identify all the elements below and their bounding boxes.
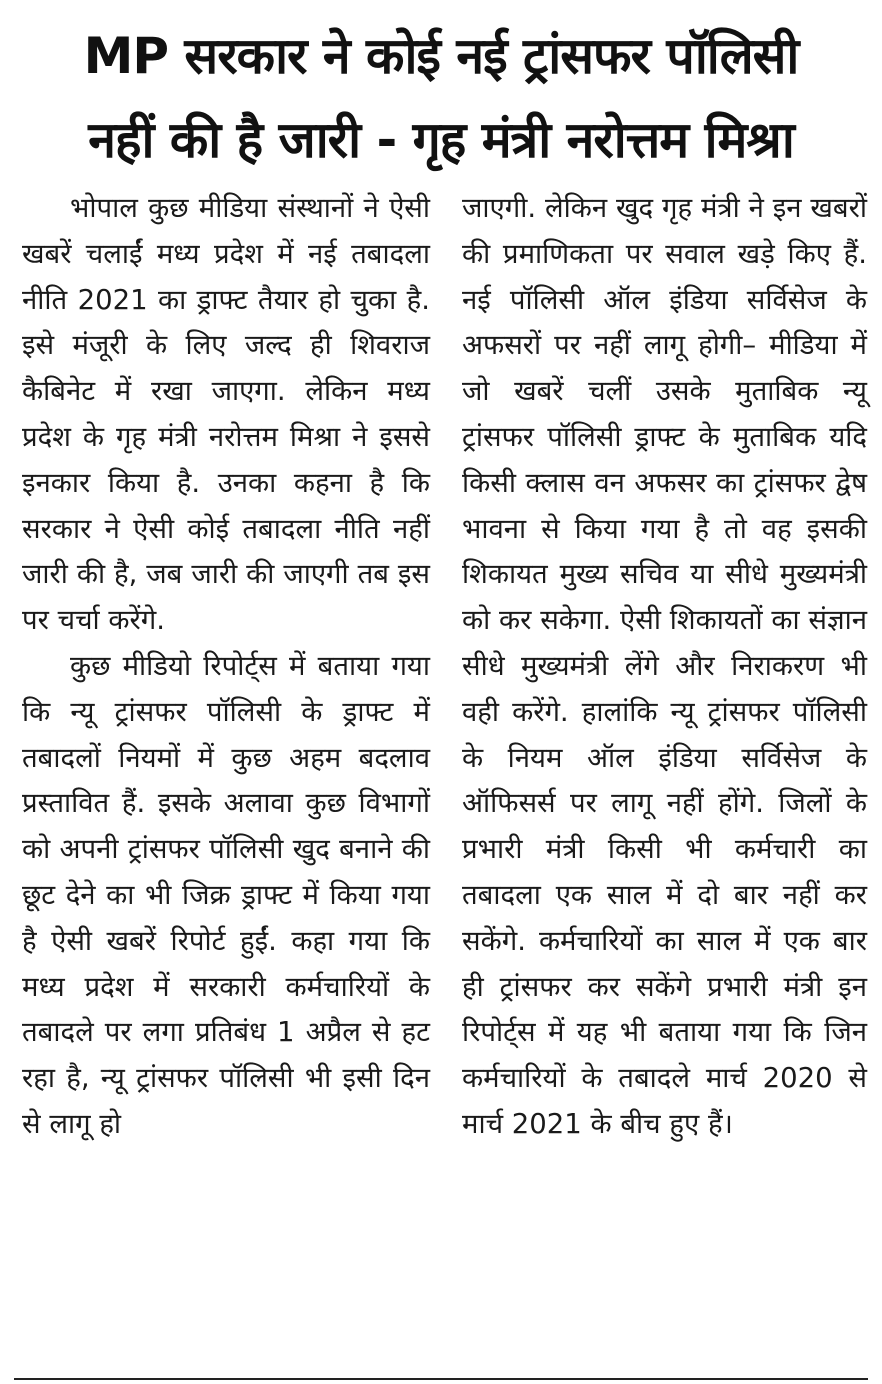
bottom-divider [14, 1378, 868, 1380]
article-paragraph-2: कुछ मीडियो रिपोर्ट्स में बताया गया कि न्यू ट्रांसफर पॉलिसी के ड्राफ्ट में तबादलों नियमों में कुछ अहम बदलाव प्रस्तावित हैं. इसके अलावा कुछ विभागों को अपनी ट्रांसफर पॉलिसी खुद बनाने की छूट देने का भी जिक्र ड्राफ्ट में किया गया है ऐसी खबरें रिपोर्ट हुईं. कहा गया कि मध्य प्रदेश में सरकारी कर्मचारियों के तबादले पर लगा प्रतिबंध 1 अप्रैल से हट रहा है, न्यू ट्रांसफर पॉलिसी भी इसी दिन से लागू हो [22, 649, 430, 1140]
article-paragraph-1: भोपाल कुछ मीडिया संस्थानों ने ऐसी खबरें चलाईं मध्य प्रदेश में नई तबादला नीति 2021 का ड्राफ्ट तैयार हो चुका है. इसे मंजूरी के लिए जल्द ही शिवराज कैबिनेट में रखा जाएगा. लेकिन मध्य प्रदेश के गृह मंत्री नरोत्तम मिश्रा ने इससे इनकार किया है. उनका कहना है कि सरकार ने ऐसी कोई तबादला नीति नहीं जारी की है, जब जारी की जाएगी तब इस पर चर्चा करेंगे. [22, 192, 430, 637]
article-column-left [22, 186, 430, 1148]
headline-line-2: नहीं की है जारी - गृह मंत्री नरोत्तम मिश्रा [88, 111, 794, 169]
article-paragraph-2-continued: जाएगी. लेकिन खुद गृह मंत्री ने इन खबरों की प्रमाणिकता पर सवाल खड़े किए हैं. नई पॉलिसी ऑल इंडिया सर्विसेज के अफसरों पर नहीं लागू होगी– मीडिया में जो खबरें चलीं उसके मुताबिक न्यू ट्रांसफर पॉलिसी ड्राफ्ट के मुताबिक यदि किसी क्लास वन अफसर का ट्रांसफर द्वेष भावना से किया गया है तो वह इसकी शिकायत मुख्य सचिव या सीधे मुख्यमंत्री को कर सकेगा. ऐसी शिकायतों का संज्ञान सीधे मुख्यमंत्री लेंगे और निराकरण भी वही करेंगे. हालांकि न्यू ट्रांसफर पॉलिसी के नियम ऑल इंडिया सर्विसेज के ऑफिसर्स पर लागू नहीं होंगे. जिलों के प्रभारी मंत्री किसी भी कर्मचारी का तबादला एक साल में दो बार नहीं कर सकेंगे. कर्मचारियों का साल में एक बार ही ट्रांसफर कर सकेंगे प्रभारी मंत्री इन रिपोर्ट्स में यह भी बताया गया कि जिन कर्मचारियों के तबादले मार्च 2020 से मार्च 2021 के बीच हुए हैं। [462, 192, 867, 1140]
headline-line-1: MP सरकार ने कोई नई ट्रांसफर पॉलिसी [83, 27, 799, 85]
article-column-right [462, 186, 867, 1148]
headline [20, 14, 862, 182]
